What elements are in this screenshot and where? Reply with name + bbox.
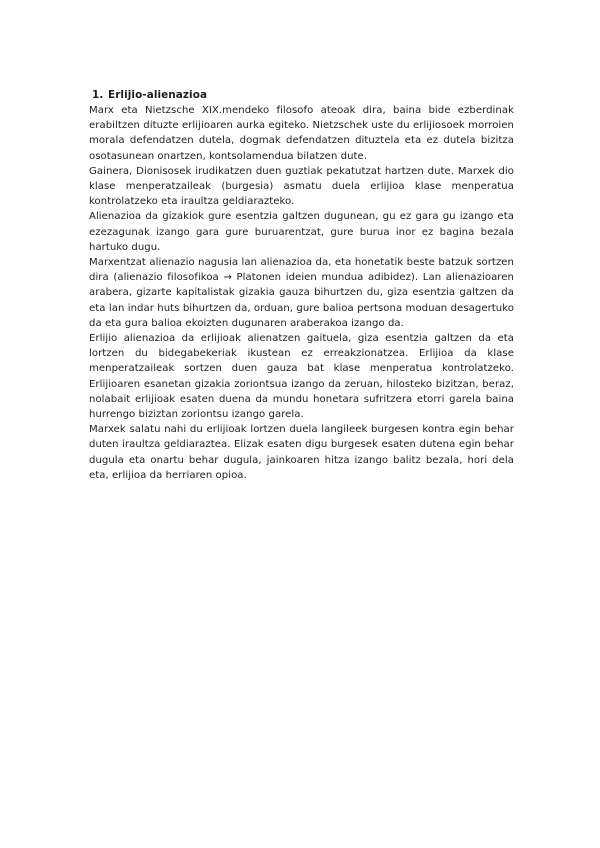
paragraph-6: Marxek salatu nahi du erlijioak lortzen duela langileek burgesen kontra egin behar duten iraultza geldiaraztea. Elizak esaten digu burgesek esaten dutena egin behar dugula eta onartu behar dugula, jainkoaren hitza izango balitz bezala, hori dela eta, erlijioa da herriaren opioa. [89,424,514,481]
paragraph-5: Erlijio alienazioa da erlijioak alienatzen gaituela, giza esentzia galtzen da eta lortzen du bidegabekeriak ikustean ez erreakzionatzea. Erlijioa da klase menperatzaileak sortzen duen gauza bat klase menperatua kontrolatzeko. Erlijioaren esanetan gizakia zoriontsua izango da zeruan, hilosteko bizitzan, beraz, nolabait erlijioak esaten duena da mundu honetara sufritzera etorri garela baina hurrengo biziztan zoriontsu izango garela. [89,333,514,421]
section-number: 1. [92,89,104,101]
section-title: Erlijio-alienazioa [108,89,208,101]
paragraph-2: Gainera, Dionisosek irudikatzen duen guztiak pekatutzat hartzen dute. Marxek dio klase menperatzaileak (burgesia) asmatu duela erlijioa klase menperatua kontrolatzeko eta iraultza geldiarazteko. [89,165,514,208]
paragraph-4: Marxentzat alienazio nagusia lan alienazioa da, eta honetatik beste batzuk sortzen dira (alienazio filosofikoa → Platonen ideien mundua adibidez). Lan alienazioaren arabera, gizarte kapitalistak gizakia gauza bihurtzen du, giza esentzia galtzen da eta lan indar huts bihurtzen da, orduan, gure balioa pertsona moduan desagertuko da eta gura balioa ekoizten dugunaren araberakoa izango da. [89,257,514,329]
section-heading [92,88,514,103]
paragraph-1: Marx eta Nietzsche XIX.mendeko filosofo ateoak dira, baina bide ezberdinak erabiltzen dituzte erlijioaren aurka egiteko. Nietzschek uste du erlijiosoek morroien morala defendatzen dutela, dogmak defendatzen dituztela eta ez dutela bizitza osotasunean onartzen, kontsolamendua bilatzen dute. [89,105,514,162]
paragraph-3: Alienazioa da gizakiok gure esentzia galtzen dugunean, gu ez gara gu izango eta ezezagunak izango gara gure buruarentzat, gure burua inor ez bagina bezala hartuko dugu. [89,211,514,253]
